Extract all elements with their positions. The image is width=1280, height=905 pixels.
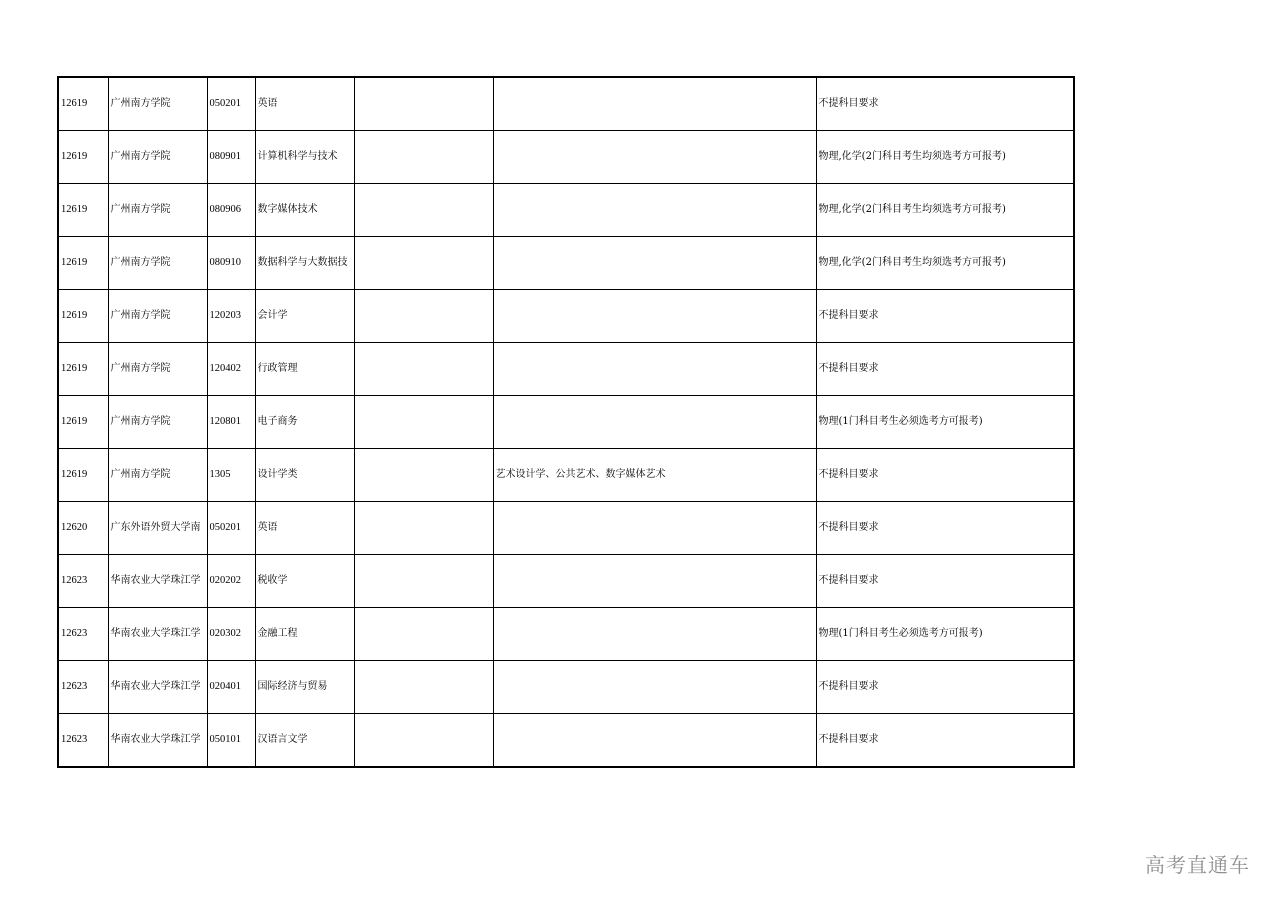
school-name-cell: 广州南方学院: [108, 131, 207, 184]
school-name-cell: 广州南方学院: [108, 184, 207, 237]
table-row: [58, 714, 1074, 768]
table-row: [58, 449, 1074, 502]
table-row: [58, 184, 1074, 237]
school-code-cell: 12623: [58, 661, 108, 714]
subject-requirement-cell: 不提科目要求: [816, 77, 1074, 131]
major-name-cell: 数据科学与大数据技: [255, 237, 354, 290]
school-code-cell: 12623: [58, 714, 108, 768]
subject-requirement-cell: 物理,化学(2门科目考生均须选考方可报考): [816, 184, 1074, 237]
empty-cell: [354, 237, 493, 290]
subject-requirement-cell: 不提科目要求: [816, 449, 1074, 502]
table-row: [58, 608, 1074, 661]
table-row: [58, 77, 1074, 131]
subject-requirement-cell: 不提科目要求: [816, 555, 1074, 608]
major-name-cell: 汉语言文学: [255, 714, 354, 768]
subject-requirement-cell: 物理(1门科目考生必须选考方可报考): [816, 608, 1074, 661]
school-name-cell: 华南农业大学珠江学: [108, 555, 207, 608]
major-name-cell: 数字媒体技术: [255, 184, 354, 237]
subject-requirement-cell: 不提科目要求: [816, 343, 1074, 396]
school-name-cell: 广州南方学院: [108, 449, 207, 502]
major-name-cell: 国际经济与贸易: [255, 661, 354, 714]
table-row: [58, 396, 1074, 449]
school-code-cell: 12620: [58, 502, 108, 555]
school-name-cell: 广东外语外贸大学南: [108, 502, 207, 555]
major-requirements-table: [57, 76, 1075, 768]
empty-cell: [354, 77, 493, 131]
empty-cell: [354, 184, 493, 237]
table-row: [58, 131, 1074, 184]
included-majors-cell: [493, 555, 816, 608]
table-row: [58, 555, 1074, 608]
school-code-cell: 12623: [58, 608, 108, 661]
watermark-text: 高考直通车: [1145, 853, 1250, 877]
included-majors-cell: [493, 608, 816, 661]
included-majors-cell: [493, 502, 816, 555]
subject-requirement-cell: 不提科目要求: [816, 502, 1074, 555]
school-name-cell: 广州南方学院: [108, 237, 207, 290]
included-majors-cell: [493, 396, 816, 449]
empty-cell: [354, 555, 493, 608]
school-code-cell: 12619: [58, 237, 108, 290]
major-code-cell: 080901: [207, 131, 255, 184]
major-name-cell: 设计学类: [255, 449, 354, 502]
major-name-cell: 行政管理: [255, 343, 354, 396]
major-name-cell: 英语: [255, 77, 354, 131]
included-majors-cell: [493, 77, 816, 131]
school-name-cell: 华南农业大学珠江学: [108, 608, 207, 661]
included-majors-cell: [493, 237, 816, 290]
school-name-cell: 广州南方学院: [108, 343, 207, 396]
major-code-cell: 050201: [207, 502, 255, 555]
empty-cell: [354, 608, 493, 661]
empty-cell: [354, 131, 493, 184]
subject-requirement-cell: 物理,化学(2门科目考生均须选考方可报考): [816, 237, 1074, 290]
school-name-cell: 华南农业大学珠江学: [108, 714, 207, 768]
table-row: [58, 290, 1074, 343]
major-code-cell: 020401: [207, 661, 255, 714]
included-majors-cell: [493, 714, 816, 768]
major-name-cell: 计算机科学与技术: [255, 131, 354, 184]
major-name-cell: 会计学: [255, 290, 354, 343]
major-name-cell: 税收学: [255, 555, 354, 608]
school-code-cell: 12619: [58, 343, 108, 396]
school-name-cell: 广州南方学院: [108, 396, 207, 449]
major-code-cell: 120402: [207, 343, 255, 396]
table-row: [58, 343, 1074, 396]
school-code-cell: 12619: [58, 184, 108, 237]
subject-requirement-cell: 不提科目要求: [816, 661, 1074, 714]
empty-cell: [354, 502, 493, 555]
empty-cell: [354, 449, 493, 502]
included-majors-cell: [493, 343, 816, 396]
major-name-cell: 英语: [255, 502, 354, 555]
school-name-cell: 广州南方学院: [108, 77, 207, 131]
included-majors-cell: [493, 661, 816, 714]
table-row: [58, 237, 1074, 290]
major-code-cell: 080906: [207, 184, 255, 237]
school-name-cell: 广州南方学院: [108, 290, 207, 343]
empty-cell: [354, 396, 493, 449]
major-code-cell: 050201: [207, 77, 255, 131]
major-code-cell: 120801: [207, 396, 255, 449]
school-code-cell: 12619: [58, 77, 108, 131]
empty-cell: [354, 290, 493, 343]
school-name-cell: 华南农业大学珠江学: [108, 661, 207, 714]
included-majors-cell: [493, 131, 816, 184]
school-code-cell: 12619: [58, 131, 108, 184]
included-majors-cell: [493, 184, 816, 237]
school-code-cell: 12623: [58, 555, 108, 608]
subject-requirement-cell: 不提科目要求: [816, 714, 1074, 768]
major-code-cell: 120203: [207, 290, 255, 343]
included-majors-cell: 艺术设计学、公共艺术、数字媒体艺术: [493, 449, 816, 502]
major-code-cell: 020302: [207, 608, 255, 661]
subject-requirement-cell: 不提科目要求: [816, 290, 1074, 343]
school-code-cell: 12619: [58, 290, 108, 343]
table-body: [58, 77, 1074, 767]
table-row: [58, 661, 1074, 714]
school-code-cell: 12619: [58, 449, 108, 502]
major-code-cell: 080910: [207, 237, 255, 290]
empty-cell: [354, 661, 493, 714]
subject-requirement-cell: 物理,化学(2门科目考生均须选考方可报考): [816, 131, 1074, 184]
table-row: [58, 502, 1074, 555]
empty-cell: [354, 714, 493, 768]
included-majors-cell: [493, 290, 816, 343]
major-name-cell: 电子商务: [255, 396, 354, 449]
school-code-cell: 12619: [58, 396, 108, 449]
major-code-cell: 020202: [207, 555, 255, 608]
major-name-cell: 金融工程: [255, 608, 354, 661]
empty-cell: [354, 343, 493, 396]
major-code-cell: 1305: [207, 449, 255, 502]
major-code-cell: 050101: [207, 714, 255, 768]
subject-requirement-cell: 物理(1门科目考生必须选考方可报考): [816, 396, 1074, 449]
